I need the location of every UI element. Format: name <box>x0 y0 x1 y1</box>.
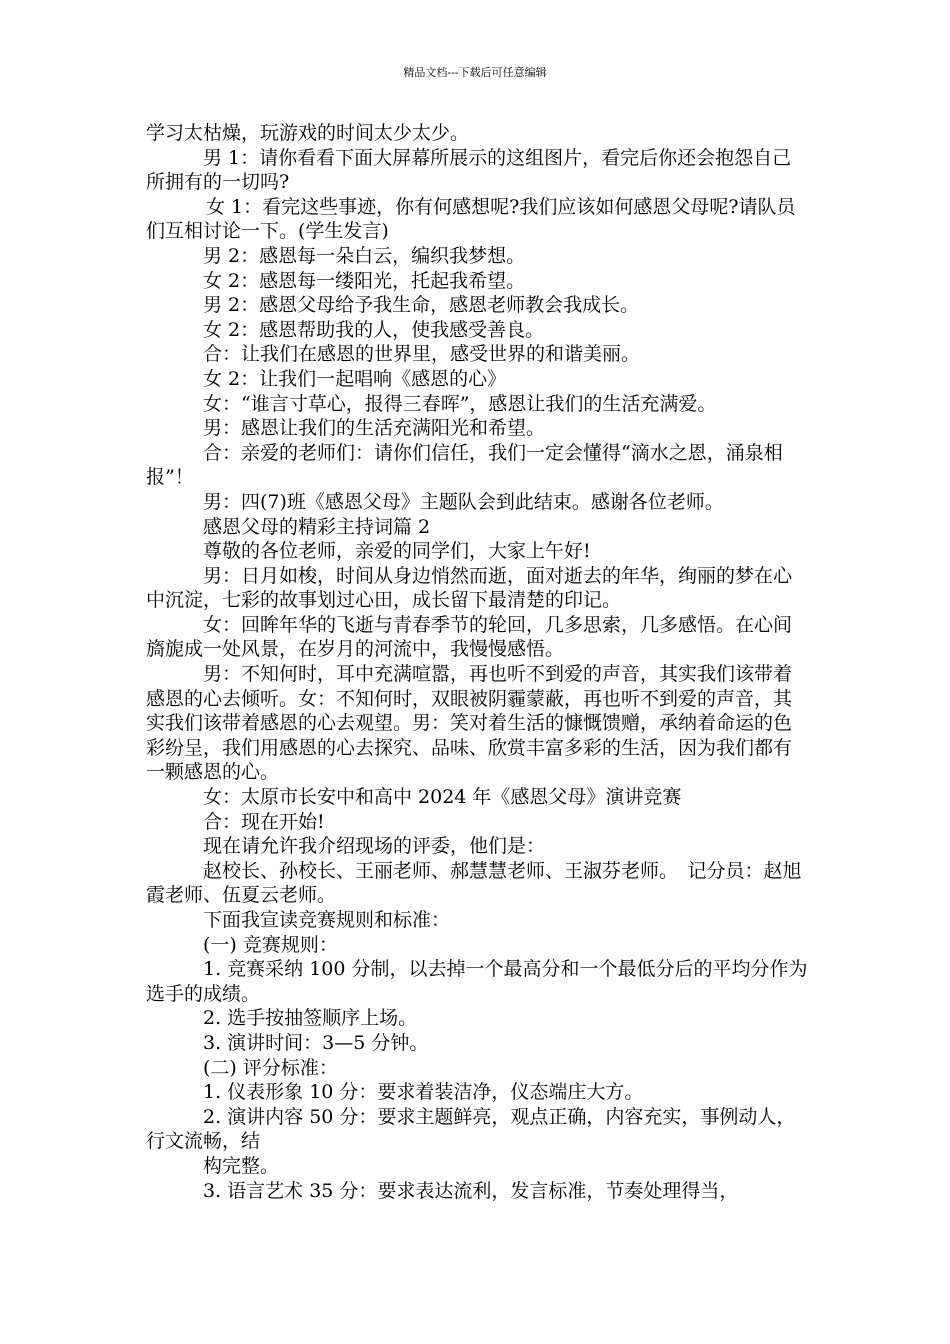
paragraph: 男 2：感恩父母给予我生命，感恩老师教会我成长。 <box>203 294 640 317</box>
paragraph: 现在请允许我介绍现场的评委，他们是： <box>203 835 546 858</box>
paragraph: 女 1：看完这些事迹，你有何感想呢?我们应该如何感恩父母呢?请队员们互相讨论一下。(学生发言) <box>146 195 796 243</box>
paragraph: 学习太枯燥，玩游戏的时间太少太少。 <box>146 122 470 144</box>
paragraph: 男：不知何时，耳中充满喧嚣，再也听不到爱的声音，其实我们该带着感恩的心去倾听。女：不知何时，双眼被阴霾蒙蔽，再也听不到爱的声音，其实我们该带着感恩的心去观望。男：笑对着生活的慷慨馈赠，承纳着命运的色彩纷呈，我们用感恩的心去探究、品味、欣赏丰富多彩的生活，因为我们都有一颗感恩的心。 <box>146 663 793 784</box>
paragraph: 男 2：感恩每一朵白云，编织我梦想。 <box>203 244 526 267</box>
paragraph: 女：太原市长安中和高中 2024 年《感恩父母》演讲竞赛 <box>203 786 682 809</box>
paragraph: 下面我宣读竞赛规则和标准： <box>203 909 451 931</box>
paragraph: 女 2：让我们一起唱响《感恩的心》 <box>203 367 507 390</box>
paragraph: 男：日月如梭，时间从身边悄然而逝，面对逝去的年华，绚丽的梦在心中沉淀，七彩的故事划过心田，成长留下最清楚的印记。 <box>146 564 793 612</box>
paragraph: 男：感恩让我们的生活充满阳光和希望。 <box>203 417 546 440</box>
document-body <box>146 121 810 1203</box>
paragraph: 赵校长、孙校长、王丽老师、郝慧慧老师、王淑芬老师。 记分员：赵旭霞老师、伍夏云老师。 <box>146 859 802 907</box>
paragraph: 合：亲爱的老师们：请你们信任，我们一定会懂得“滴水之恩，涌泉相报”！ <box>146 441 783 489</box>
paragraph: 3. 演讲时间：3—5 分钟。 <box>203 1031 429 1054</box>
paragraph: 女 2：感恩每一缕阳光，托起我希望。 <box>203 269 526 292</box>
paragraph: 2. 演讲内容 50 分：要求主题鲜亮，观点正确，内容充实，事例动人，行文流畅，结 <box>146 1105 796 1153</box>
paragraph: 女：回眸年华的飞逝与青春季节的轮回，几多思索，几多感悟。在心间旖旎成一处风景，在岁月的河流中，我慢慢感悟。 <box>146 613 793 661</box>
paragraph: 构完整。 <box>203 1154 280 1177</box>
paragraph: 男：四(7)班《感恩父母》主题队会到此结束。感谢各位老师。 <box>203 490 724 513</box>
paragraph: (一) 竞赛规则： <box>203 933 338 956</box>
section-heading: 感恩父母的精彩主持词篇 2 <box>203 515 431 538</box>
paragraph: 合：现在开始! <box>203 810 325 833</box>
paragraph: 女：“谁言寸草心，报得三春晖”，感恩让我们的生活充满爱。 <box>203 392 717 415</box>
paragraph: 男 1：请你看看下面大屏幕所展示的这组图片，看完后你还会抱怨自己所拥有的一切吗? <box>146 146 792 194</box>
paragraph: 1. 仪表形象 10 分：要求着装洁净，仪态端庄大方。 <box>203 1081 644 1104</box>
paragraph: 尊敬的各位老师，亲爱的同学们，大家上午好! <box>203 540 591 563</box>
paragraph: 合：让我们在感恩的世界里，感受世界的和谐美丽。 <box>203 343 641 366</box>
paragraph: 女 2：感恩帮助我的人，使我感受善良。 <box>203 318 545 341</box>
paragraph: 2. 选手按抽签顺序上场。 <box>203 1007 418 1030</box>
paragraph: (二) 评分标准： <box>203 1056 338 1079</box>
page-header: 精品文档---下载后可任意编辑 <box>403 66 547 79</box>
paragraph: 1. 竞赛采纳 100 分制，以去掉一个最高分和一个最低分后的平均分作为选手的成绩。 <box>146 958 808 1005</box>
paragraph: 3. 语言艺术 35 分：要求表达流利，发言标准，节奏处理得当， <box>203 1179 739 1202</box>
